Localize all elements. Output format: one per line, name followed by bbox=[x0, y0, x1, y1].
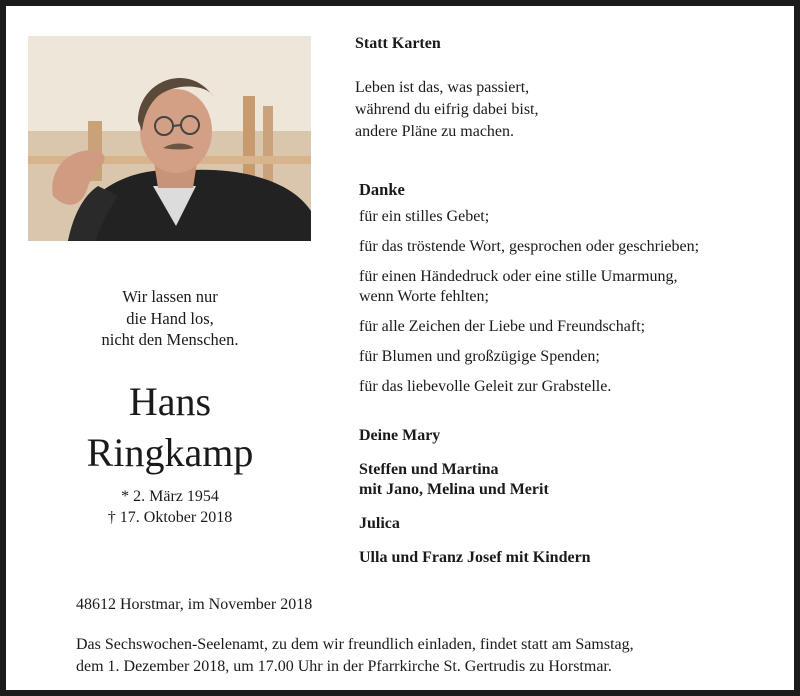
death-date: † 17. Oktober 2018 bbox=[107, 509, 233, 526]
quote-line: nicht den Menschen. bbox=[101, 330, 239, 349]
notice-line: Das Sechswochen-Seelenamt, zu dem wir freundlich einladen, findet statt am Samstag, bbox=[76, 636, 634, 653]
mourner-entry: Steffen und Martina bbox=[359, 461, 499, 478]
birth-date: * 2. März 1954 bbox=[121, 488, 219, 505]
heading-statt-karten: Statt Karten bbox=[355, 35, 441, 52]
deceased-last-name: Ringkamp bbox=[86, 430, 254, 475]
poem bbox=[355, 77, 539, 143]
poem-line: andere Pläne zu machen. bbox=[355, 123, 515, 140]
mourner-entry: Deine Mary bbox=[359, 427, 441, 444]
portrait-illustration bbox=[28, 36, 311, 241]
notice-line: dem 1. Dezember 2018, um 17.00 Uhr in der Pfarrkirche St. Gertrudis zu Horstmar. bbox=[76, 658, 612, 675]
thanks-item: wenn Worte fehlten; bbox=[359, 288, 489, 305]
thanks-item: für einen Händedruck oder eine stille Umarmung, bbox=[359, 268, 678, 285]
life-dates bbox=[40, 486, 300, 528]
memorial-quote bbox=[40, 286, 300, 351]
thanks-item: für das liebevolle Geleit zur Grabstelle. bbox=[359, 378, 612, 395]
poem-line: Leben ist das, was passiert, bbox=[355, 79, 530, 96]
mourner-entry: Ulla und Franz Josef mit Kindern bbox=[359, 549, 591, 566]
place-date: 48612 Horstmar, im November 2018 bbox=[76, 596, 313, 613]
quote-line: die Hand los, bbox=[126, 308, 214, 328]
danke-heading: Danke bbox=[359, 180, 405, 199]
thanks-item: für das tröstende Wort, gesprochen oder geschrieben; bbox=[359, 238, 700, 255]
deceased-first-name: Hans bbox=[128, 379, 212, 424]
poem-line: während du eifrig dabei bist, bbox=[355, 101, 539, 118]
thanks-item: für alle Zeichen der Liebe und Freundschaft; bbox=[359, 318, 646, 335]
portrait-photo bbox=[28, 36, 311, 241]
mourners-list bbox=[359, 426, 591, 568]
service-notice bbox=[76, 634, 776, 678]
thanks-list bbox=[359, 207, 789, 397]
mourner-entry: Julica bbox=[359, 515, 400, 532]
quote-line: Wir lassen nur bbox=[122, 287, 218, 306]
thanks-item: für Blumen und großzügige Spenden; bbox=[359, 348, 600, 365]
thanks-item: für ein stilles Gebet; bbox=[359, 208, 490, 225]
mourner-entry: mit Jano, Melina und Merit bbox=[359, 481, 549, 498]
